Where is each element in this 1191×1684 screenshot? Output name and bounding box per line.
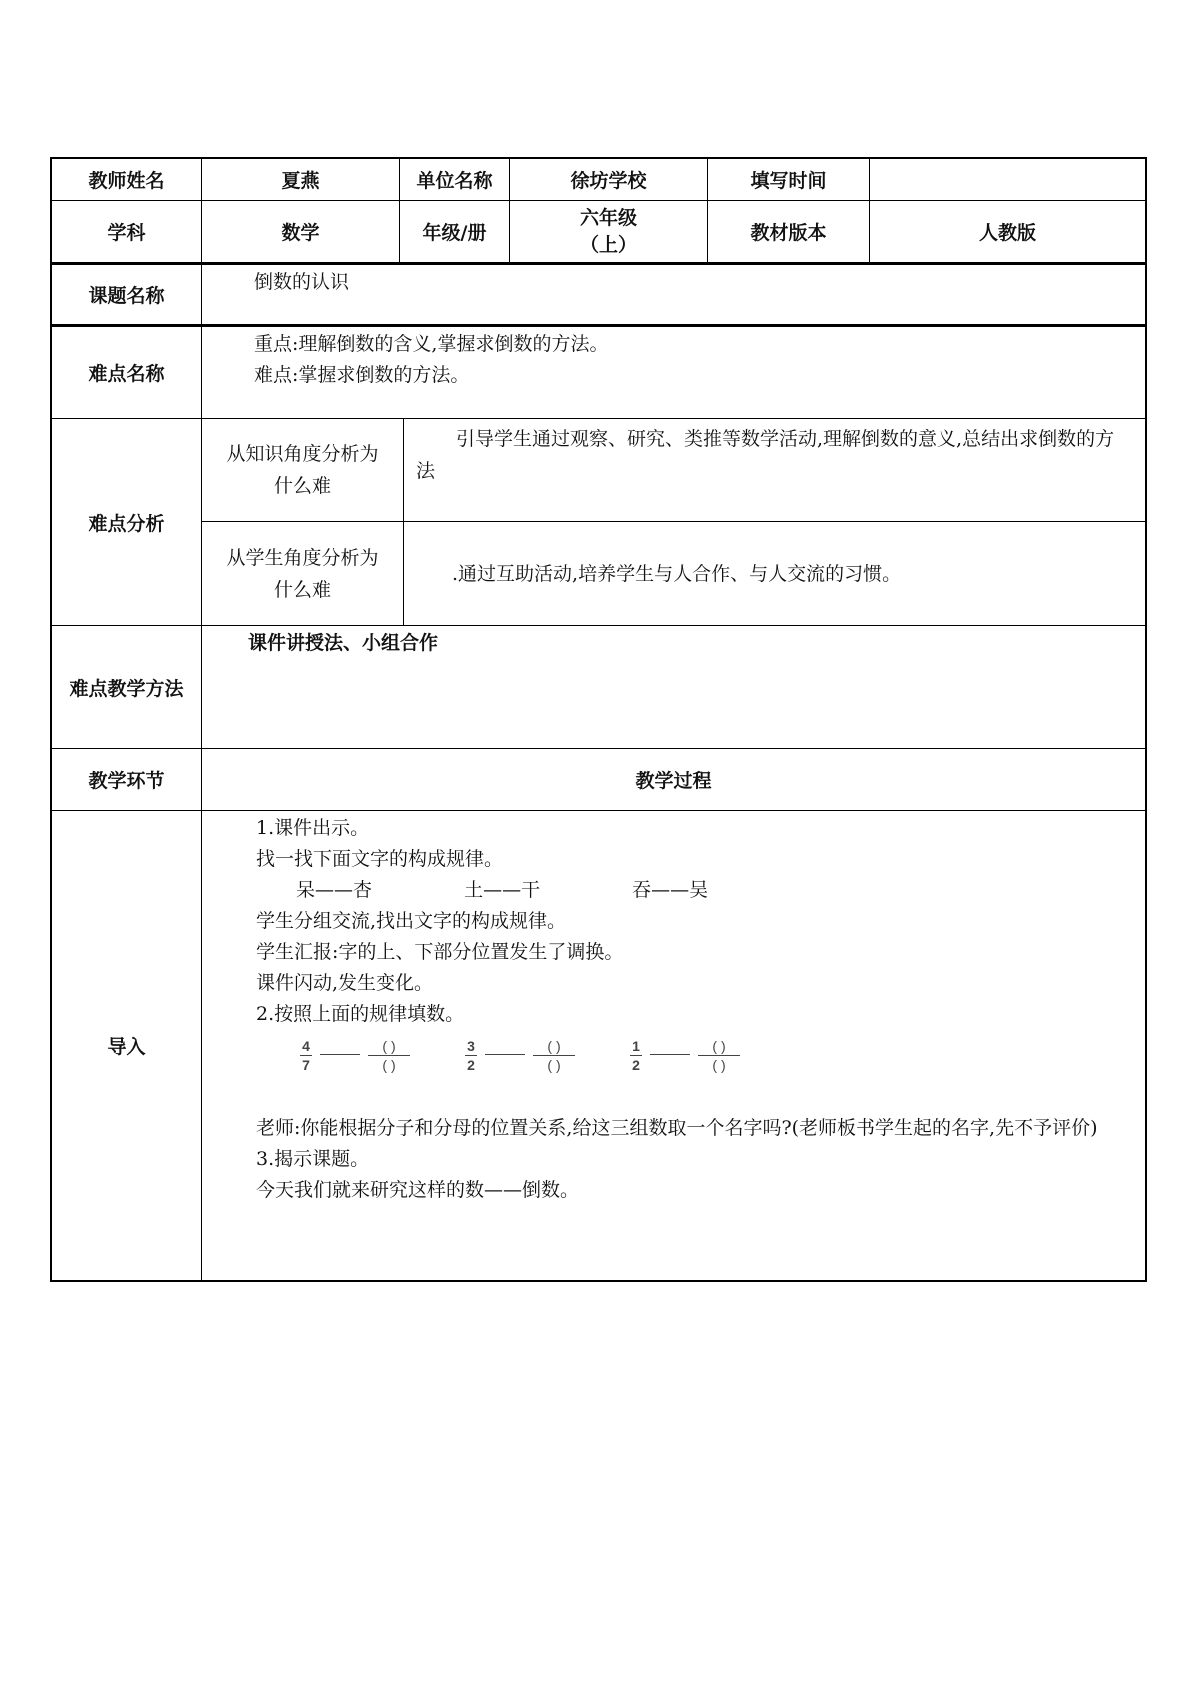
denominator: 7	[302, 1057, 310, 1073]
answer-fraction	[368, 1038, 410, 1073]
answer-numerator: ( )	[547, 1038, 561, 1054]
difficulty-row	[52, 325, 1145, 419]
lesson-plan-table	[50, 157, 1147, 1282]
grade-line-2: （上）	[579, 233, 637, 256]
answer-numerator: ( )	[382, 1038, 396, 1054]
intro-line: 课件闪动,发生变化。	[256, 972, 434, 994]
grade-value	[510, 201, 708, 262]
process-header-row	[52, 749, 1145, 811]
knowledge-label-line-1: 从知识角度分析为	[226, 443, 379, 465]
answer-denominator: ( )	[382, 1057, 396, 1073]
edition-label: 教材版本	[708, 201, 870, 262]
teacher-value: 夏燕	[202, 159, 400, 200]
date-value	[870, 159, 1145, 200]
subject-label: 学科	[52, 201, 202, 262]
teacher-label: 教师姓名	[52, 159, 202, 200]
numerator: 4	[302, 1038, 310, 1054]
topic-value	[202, 265, 1145, 324]
grade-line-1: 六年级	[579, 206, 637, 229]
grade-label: 年级/册	[400, 201, 510, 262]
numerator: 3	[467, 1038, 475, 1054]
unit-value: 徐坊学校	[510, 159, 708, 200]
answer-fraction	[533, 1038, 575, 1073]
topic-row	[52, 263, 1145, 325]
fraction-group	[300, 1038, 410, 1073]
analysis-row	[52, 419, 1145, 626]
knowledge-label	[202, 419, 404, 521]
difficulty-content	[202, 327, 1145, 418]
process-label: 教学过程	[635, 770, 712, 792]
topic-text: 倒数的认识	[254, 271, 350, 293]
student-analysis	[202, 522, 1145, 625]
key-point: 重点:理解倒数的含义,掌握求倒数的方法。	[254, 333, 609, 355]
subject-value: 数学	[202, 201, 400, 262]
word-pair: 吞——吴	[632, 879, 709, 901]
fraction	[630, 1038, 642, 1073]
word-pair: 土——干	[464, 879, 541, 901]
intro-line: 学生分组交流,找出文字的构成规律。	[256, 910, 567, 932]
student-text	[404, 522, 1145, 625]
analysis-label: 难点分析	[52, 419, 202, 625]
denominator: 2	[632, 1057, 640, 1073]
blank-line	[320, 1054, 360, 1055]
intro-line: 找一找下面文字的构成规律。	[256, 848, 504, 870]
numerator: 1	[632, 1038, 640, 1054]
intro-content	[202, 811, 1145, 1280]
intro-line: 1.课件出示。	[256, 817, 370, 839]
topic-label: 课题名称	[52, 265, 202, 324]
answer-numerator: ( )	[712, 1038, 726, 1054]
fraction	[465, 1038, 477, 1073]
denominator: 2	[467, 1057, 475, 1073]
answer-fraction	[698, 1038, 740, 1073]
edition-value: 人教版	[978, 222, 1036, 244]
teacher-question: 老师:你能根据分子和分母的位置关系,给这三组数取一个名字吗?(老师板书学生起的名字,先不予评价)	[256, 1117, 1098, 1139]
date-label: 填写时间	[708, 159, 870, 200]
intro-line: 学生汇报:字的上、下部分位置发生了调换。	[256, 941, 624, 963]
intro-line: 2.按照上面的规律填数。	[256, 1003, 465, 1025]
header-row-1	[52, 159, 1145, 201]
answer-denominator: ( )	[547, 1057, 561, 1073]
method-row	[52, 626, 1145, 749]
answer-denominator: ( )	[712, 1057, 726, 1073]
intro-line: 3.揭示课题。	[256, 1148, 370, 1170]
stage-label: 教学环节	[52, 749, 202, 810]
student-text-content: .通过互助活动,培养学生与人合作、与人交流的习惯。	[452, 562, 902, 585]
knowledge-label-line-2: 什么难	[273, 475, 331, 497]
intro-line: 今天我们就来研究这样的数——倒数。	[256, 1179, 580, 1201]
analysis-content	[202, 419, 1145, 625]
blank-line	[485, 1054, 525, 1055]
unit-label: 单位名称	[400, 159, 510, 200]
blank-line	[650, 1054, 690, 1055]
student-label-line-1: 从学生角度分析为	[226, 546, 379, 569]
student-label	[202, 522, 404, 625]
fraction-group	[630, 1038, 740, 1073]
word-pairs	[216, 875, 754, 906]
fraction-group	[465, 1038, 575, 1073]
student-label-line-2: 什么难	[273, 578, 331, 601]
method-value	[202, 626, 1145, 748]
method-text: 课件讲授法、小组合作	[248, 632, 439, 654]
fraction	[300, 1038, 312, 1073]
knowledge-text: 引导学生通过观察、研究、类推等数学活动,理解倒数的意义,总结出求倒数的方法	[416, 428, 1115, 482]
intro-row	[52, 811, 1145, 1280]
difficulty-label: 难点名称	[52, 327, 202, 418]
word-pair: 呆——杏	[296, 879, 373, 901]
knowledge-analysis	[202, 419, 1145, 522]
fraction-exercise	[300, 1038, 740, 1073]
intro-label: 导入	[52, 811, 202, 1280]
header-row-2	[52, 201, 1145, 263]
hard-point: 难点:掌握求倒数的方法。	[254, 364, 470, 386]
method-label: 难点教学方法	[52, 626, 202, 748]
